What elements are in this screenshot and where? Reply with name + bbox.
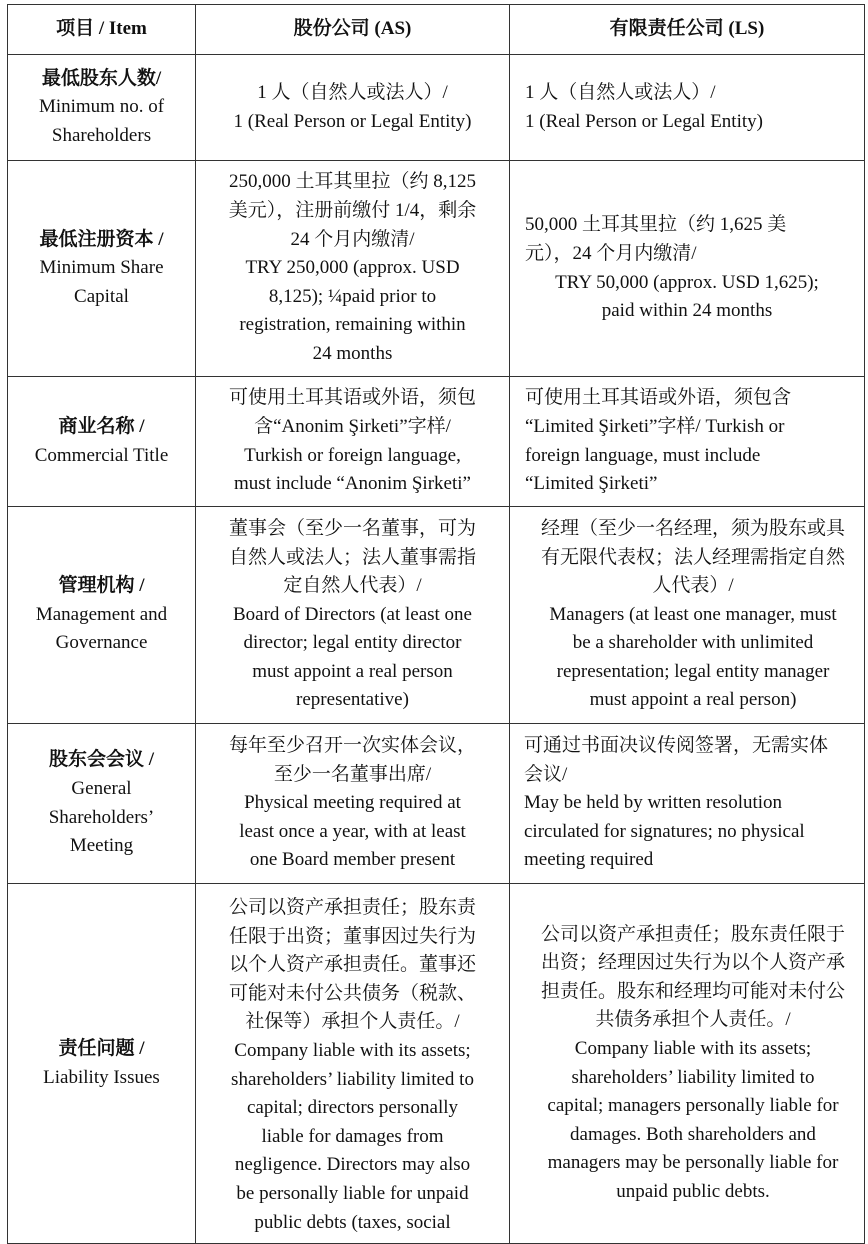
- cell-line: least once a year, with at least: [239, 820, 466, 842]
- as-cell: [196, 55, 510, 161]
- label-en: Shareholders: [51, 124, 152, 146]
- cell-line: Turkish or foreign language,: [244, 444, 461, 466]
- cell-line: 有无限代表权；法人经理需指定自然: [540, 546, 845, 568]
- label-cn: 责任问题 /: [58, 1037, 145, 1059]
- cell-line: 可通过书面决议传阅签署，无需实体: [524, 735, 829, 757]
- cell-line: TRY 250,000 (approx. USD: [245, 257, 460, 279]
- label-en: Minimum Share: [39, 257, 164, 279]
- cell-line: 担责任。股东和经理均可能对未付公: [540, 980, 845, 1002]
- row-label: [8, 724, 196, 884]
- ls-cell: [510, 884, 865, 1244]
- cell-line: 以个人资产承担责任。董事还: [228, 954, 476, 976]
- cell-line: one Board member present: [249, 849, 456, 871]
- label-cn: 最低股东人数/: [41, 67, 162, 89]
- cell-line: 至少一名董事出席/: [273, 763, 432, 785]
- comparison-table: [7, 4, 865, 1244]
- cell-line: unpaid public debts.: [616, 1180, 770, 1202]
- cell-line: 每年至少召开一次实体会议，: [228, 735, 476, 757]
- cell-line: public debts (taxes, social: [254, 1211, 451, 1233]
- row-label: [8, 884, 196, 1244]
- as-cell: [196, 377, 510, 507]
- as-cell: [196, 507, 510, 724]
- cell-line: 1 人（自然人或法人）/: [525, 81, 716, 103]
- header-as: 股份公司 (AS): [196, 5, 510, 55]
- cell-line: director; legal entity director: [243, 632, 462, 654]
- cell-line: foreign language, must include: [525, 444, 761, 466]
- cell-line: shareholders’ liability limited to: [231, 1068, 474, 1090]
- row-label: [8, 377, 196, 507]
- label-en: Capital: [74, 285, 129, 307]
- cell-line: 公司以资产承担责任；股东责任限于: [540, 923, 845, 945]
- cell-line: circulated for signatures; no physical: [524, 820, 805, 842]
- cell-line: 24 months: [312, 342, 393, 364]
- cell-line: 8,125); ¼paid prior to: [268, 285, 437, 307]
- cell-line: Company liable with its assets;: [574, 1037, 812, 1059]
- cell-line: 含“Anonim Şirketi”字样/: [254, 415, 451, 437]
- cell-line: 定自然人代表）/: [283, 575, 422, 597]
- cell-line: 1 (Real Person or Legal Entity): [525, 110, 763, 132]
- cell-line: 人代表）/: [652, 575, 734, 597]
- cell-line: 1 人（自然人或法人）/: [257, 81, 448, 103]
- as-cell: [196, 884, 510, 1244]
- cell-line: be a shareholder with unlimited: [572, 632, 814, 654]
- cell-line: 1 (Real Person or Legal Entity): [233, 110, 472, 132]
- cell-line: 共债务承担个人责任。/: [595, 1009, 791, 1031]
- row-label: [8, 507, 196, 724]
- label-en: General: [71, 777, 132, 799]
- cell-line: must appoint a real person: [252, 660, 453, 682]
- label-en: Liability Issues: [43, 1066, 160, 1088]
- ls-cell: [510, 161, 865, 377]
- cell-line: “Limited Şirketi”: [525, 473, 658, 495]
- ls-cell: [510, 377, 865, 507]
- label-cn: 商业名称 /: [58, 415, 145, 437]
- cell-line: 任限于出资；董事因过失行为: [228, 925, 476, 947]
- cell-line: 社保等）承担个人责任。/: [245, 1011, 460, 1033]
- as-cell: [196, 724, 510, 884]
- cell-line: Physical meeting required at: [244, 792, 461, 814]
- header-item: 项目 / Item: [8, 5, 196, 55]
- label-en: Management and: [35, 603, 168, 625]
- label-en: Minimum no. of: [38, 96, 165, 118]
- cell-line: liable for damages from: [261, 1125, 444, 1147]
- as-cell: [196, 161, 510, 377]
- cell-line: shareholders’ liability limited to: [571, 1066, 815, 1088]
- label-en: Meeting: [69, 835, 134, 857]
- cell-line: representation; legal entity manager: [556, 660, 830, 682]
- cell-line: damages. Both shareholders and: [570, 1123, 816, 1145]
- cell-line: 250,000 土耳其里拉（约 8,125: [228, 171, 476, 193]
- table-row: [8, 377, 865, 507]
- label-cn: 股东会会议 /: [48, 749, 155, 771]
- cell-line: Company liable with its assets;: [234, 1039, 471, 1061]
- cell-line: Board of Directors (at least one: [233, 603, 472, 625]
- cell-line: capital; directors personally: [246, 1097, 459, 1119]
- cell-line: 经理（至少一名经理，须为股东或具: [540, 517, 845, 539]
- label-cn: 管理机构 /: [58, 575, 145, 597]
- label-en: Shareholders’: [48, 806, 155, 828]
- cell-line: managers may be personally liable for: [547, 1152, 839, 1174]
- row-label: [8, 55, 196, 161]
- cell-line: 可能对未付公共债务（税款、: [228, 982, 476, 1004]
- cell-line: must include “Anonim Şirketi”: [234, 473, 471, 495]
- header-row: [8, 5, 865, 55]
- table-row: [8, 161, 865, 377]
- cell-line: capital; managers personally liable for: [547, 1095, 839, 1117]
- table-row: [8, 724, 865, 884]
- cell-line: 24 个月内缴清/: [290, 228, 415, 250]
- cell-line: Managers (at least one manager, must: [549, 603, 837, 625]
- ls-cell: [510, 724, 865, 884]
- cell-line: be personally liable for unpaid: [236, 1182, 469, 1204]
- table-row: [8, 55, 865, 161]
- cell-line: must appoint a real person): [589, 689, 797, 711]
- cell-line: “Limited Şirketi”字样/ Turkish or: [525, 415, 785, 437]
- cell-line: meeting required: [524, 849, 654, 871]
- cell-line: 可使用土耳其语或外语，须包含: [525, 387, 792, 409]
- cell-line: paid within 24 months: [601, 300, 773, 322]
- ls-cell: [510, 55, 865, 161]
- cell-line: 50,000 土耳其里拉（约 1,625 美: [525, 214, 787, 236]
- cell-line: 公司以资产承担责任；股东责: [228, 897, 476, 918]
- cell-line: 会议/: [524, 763, 568, 785]
- header-ls: 有限责任公司 (LS): [510, 5, 865, 55]
- cell-line: representative): [296, 689, 409, 711]
- cell-line: 美元），注册前缴付 1/4，剩余: [228, 200, 477, 222]
- cell-line: 可使用土耳其语或外语，须包: [228, 387, 476, 409]
- cell-line: registration, remaining within: [239, 314, 466, 336]
- label-en: Governance: [55, 632, 148, 654]
- row-label: [8, 161, 196, 377]
- table-row: [8, 884, 865, 1244]
- ls-cell: [510, 507, 865, 724]
- cell-line: 董事会（至少一名董事，可为: [228, 517, 476, 539]
- cell-line: May be held by written resolution: [524, 792, 783, 814]
- label-cn: 最低注册资本 /: [39, 228, 164, 250]
- cell-line: negligence. Directors may also: [234, 1154, 471, 1176]
- cell-line: 出资；经理因过失行为以个人资产承: [540, 952, 845, 974]
- table-row: [8, 507, 865, 724]
- cell-line: 自然人或法人；法人董事需指: [228, 546, 476, 568]
- cell-line: 元），24 个月内缴清/: [525, 242, 697, 264]
- label-en: Commercial Title: [34, 444, 169, 466]
- cell-line: TRY 50,000 (approx. USD 1,625);: [555, 271, 819, 293]
